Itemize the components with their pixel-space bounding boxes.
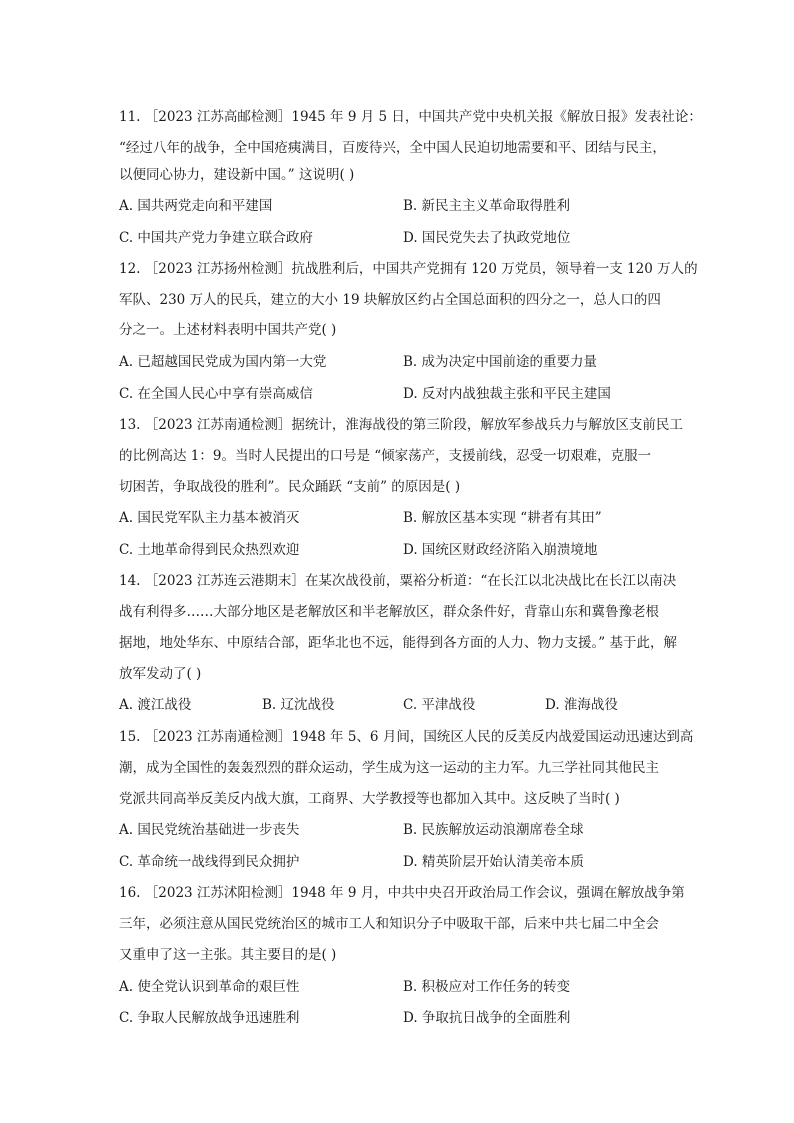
question-12-option-d[interactable]: D. 反对内战独裁主张和平民主建国 [403, 386, 611, 402]
question-13-option-c[interactable]: C. 土地革命得到民众热烈欢迎 [119, 542, 300, 558]
question-15-option-d[interactable]: D. 精英阶层开始认清美帝本质 [403, 854, 584, 870]
question-14-option-d[interactable]: D. 淮海战役 [545, 697, 618, 713]
question-11-line-3: 以便同心协力，建设新中国。” 这说明( ) [119, 167, 355, 183]
question-15-option-a[interactable]: A. 国民党统治基础进一步丧失 [119, 822, 300, 838]
question-16-option-a[interactable]: A. 使全党认识到革命的艰巨性 [119, 979, 300, 995]
question-12-line-2: 军队、230 万人的民兵，建立的大小 19 块解放区约占全国总面积的四分之一，总人口的四 [119, 292, 661, 308]
question-14-option-a[interactable]: A. 渡江战役 [119, 697, 192, 713]
question-13-line-1: 13. ［2023 江苏南通检测］据统计，淮海战役的第三阶段，解放军参战兵力与解放区支前民工 [119, 417, 683, 433]
question-13-option-a[interactable]: A. 国民党军队主力基本被消灭 [119, 510, 300, 526]
question-11-option-c[interactable]: C. 中国共产党力争建立联合政府 [119, 230, 313, 246]
question-12-line-1: 12. ［2023 江苏扬州检测］抗战胜利后，中国共产党拥有 120 万党员，领导着一支 120 万人的 [119, 261, 698, 277]
question-12-option-c[interactable]: C. 在全国人民心中享有崇高威信 [119, 386, 313, 402]
question-15-option-c[interactable]: C. 革命统一战线得到民众拥护 [119, 854, 300, 870]
question-13-line-2: 的比例高达 1：9。当时人民提出的口号是 “倾家荡产，支援前线，忍受一切艰难，克服一 [119, 448, 652, 464]
question-14-option-c[interactable]: C. 平津战役 [403, 697, 476, 713]
question-16-line-2: 三年，必须注意从国民党统治区的城市工人和知识分子中吸取干部，后来中共七届二中全会 [119, 916, 659, 932]
question-16-option-b[interactable]: B. 积极应对工作任务的转变 [403, 979, 571, 995]
question-16-option-d[interactable]: D. 争取抗日战争的全面胜利 [403, 1010, 571, 1026]
question-14-line-3: 据地，地处华东、中原结合部，距华北也不远，能得到各方面的人力、物力支援。” 基于此，解 [119, 635, 677, 651]
question-12-option-b[interactable]: B. 成为决定中国前途的重要力量 [403, 354, 598, 370]
question-14-line-2: 战有利得多……大部分地区是老解放区和半老解放区，群众条件好，背靠山东和冀鲁豫老根 [119, 604, 659, 620]
question-11-option-d[interactable]: D. 国民党失去了执政党地位 [403, 230, 571, 246]
question-15-option-b[interactable]: B. 民族解放运动浪潮席卷全球 [403, 822, 584, 838]
question-13-option-b[interactable]: B. 解放区基本实现 “耕者有其田” [403, 510, 602, 526]
question-16-option-c[interactable]: C. 争取人民解放战争迅速胜利 [119, 1010, 300, 1026]
question-15-line-1: 15. ［2023 江苏南通检测］1948 年 5、6 月间，国统区人民的反美反内战爱国运动迅速达到高 [119, 729, 694, 745]
question-12-option-a[interactable]: A. 已超越国民党成为国内第一大党 [119, 354, 327, 370]
question-15-line-2: 潮，成为全国性的轰轰烈烈的群众运动，学生成为这一运动的主力军。九三学社同其他民主 [119, 760, 659, 776]
question-11-option-a[interactable]: A. 国共两党走向和平建国 [119, 198, 273, 214]
question-11-option-b[interactable]: B. 新民主主义革命取得胜利 [403, 198, 571, 214]
question-14-option-b[interactable]: B. 辽沈战役 [262, 697, 335, 713]
question-16-line-1: 16. ［2023 江苏沭阳检测］1948 年 9 月，中共中央召开政治局工作会议，强调在解放战争第 [119, 885, 685, 901]
question-13-option-d[interactable]: D. 国统区财政经济陷入崩溃境地 [403, 542, 598, 558]
question-11-line-1: 11. ［2023 江苏高邮检测］1945 年 9 月 5 日，中国共产党中央机关报《解放日报》发表社论： [119, 109, 702, 125]
question-11-line-2: “经过八年的战争，全中国疮痍满目，百废待兴，全中国人民迫切地需要和平、团结与民主， [119, 140, 666, 156]
question-14-line-1: 14. ［2023 江苏连云港期末］在某次战役前，粟裕分析道：“在长江以北决战比在长江以南决 [119, 573, 677, 589]
question-13-line-3: 切困苦，争取战役的胜利”。民众踊跃 “支前” 的原因是( ) [119, 479, 461, 495]
question-16-line-3: 又重申了这一主张。其主要目的是( ) [119, 947, 337, 963]
question-14-line-4: 放军发动了( ) [119, 666, 202, 682]
question-12-line-3: 分之一。上述材料表明中国共产党( ) [119, 322, 337, 338]
question-15-line-3: 党派共同高举反美反内战大旗，工商界、大学教授等也都加入其中。这反映了当时( ) [119, 791, 620, 807]
